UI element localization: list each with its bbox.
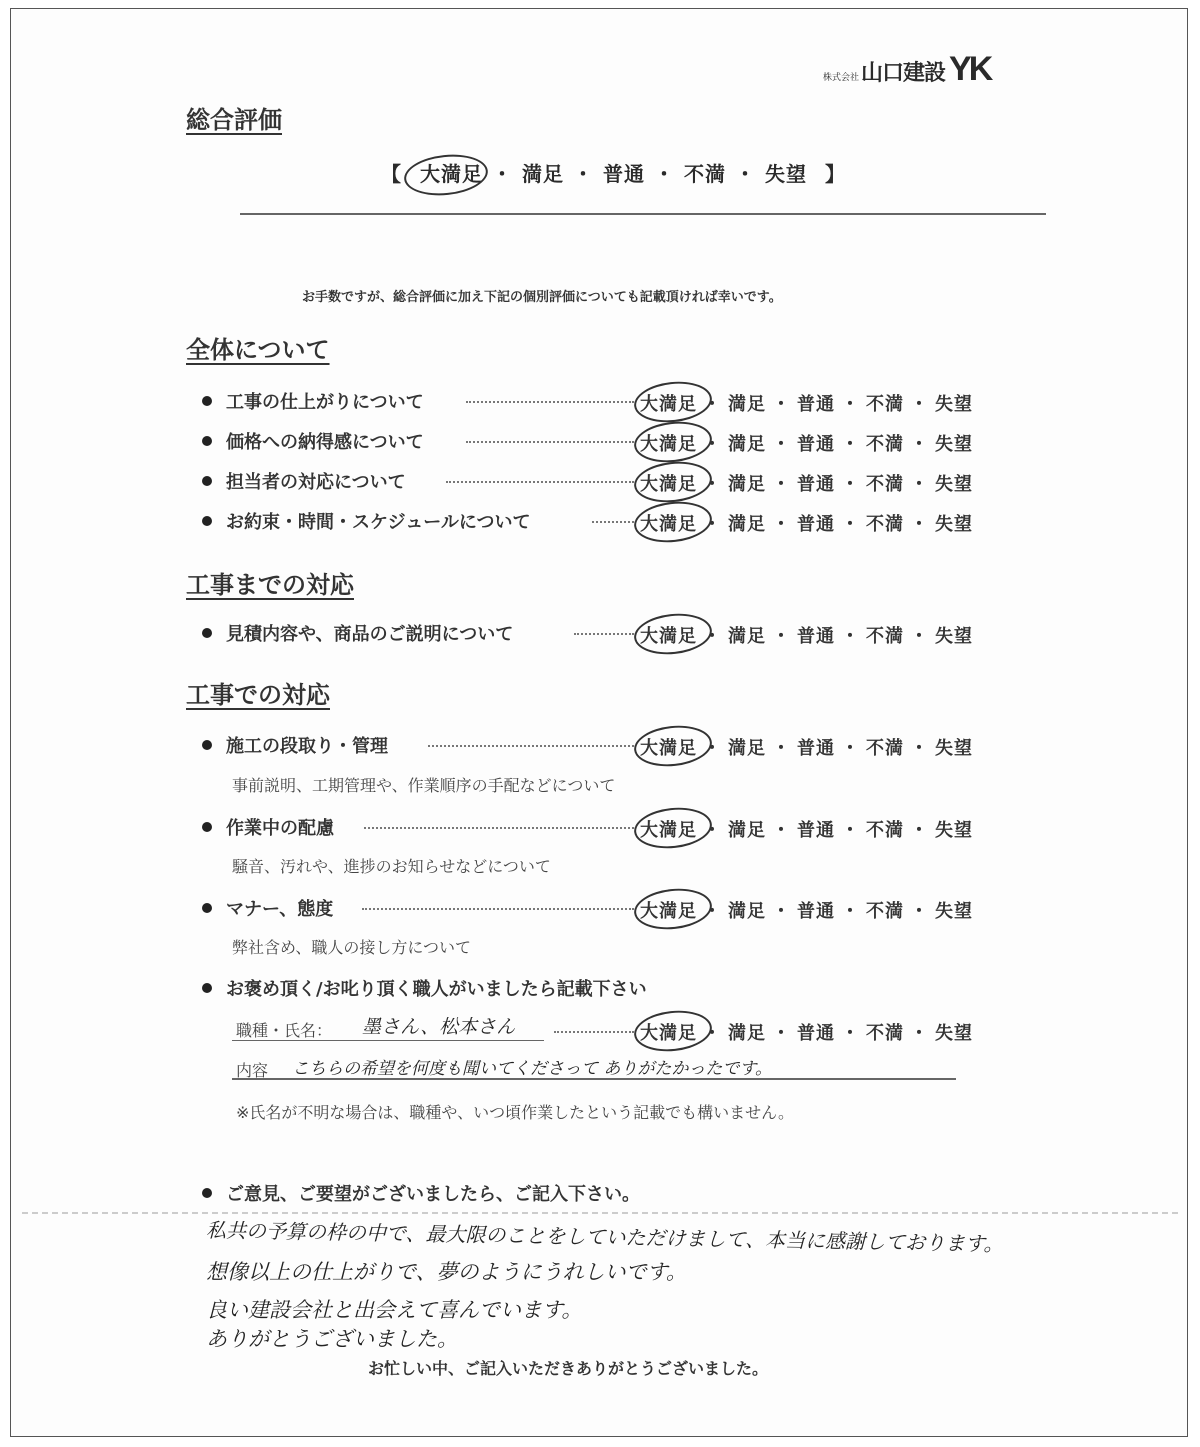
scale-option[interactable]: 満足 (728, 514, 766, 535)
bullet-icon (202, 628, 212, 638)
rating-scale: 大満足 ・ 満足 ・ 普通 ・ 不満 ・ 失望 (640, 470, 973, 496)
scale-option[interactable]: 不満 (866, 820, 904, 841)
rating-item-description: 事前説明、工期管理や、作業順序の手配などについて (232, 776, 616, 795)
scale-option[interactable]: 普通 (797, 626, 835, 647)
scale-option[interactable]: 失望 (935, 1023, 973, 1044)
rating-scale: 大満足 ・ 満足 ・ 普通 ・ 不満 ・ 失望 (640, 430, 973, 456)
overall-rating-row: 【 大満足 ・ 満足 ・ 普通 ・ 不満 ・ 失望 】 (372, 158, 855, 187)
bullet-icon (202, 983, 212, 993)
rating-item (202, 388, 424, 414)
rating-item (202, 732, 388, 758)
rating-scale: 大満足 ・ 満足 ・ 普通 ・ 不満 ・ 失望 (640, 622, 973, 648)
scale-option[interactable]: 大満足 (640, 626, 697, 647)
leader-dots (466, 441, 634, 443)
rating-item (202, 620, 513, 646)
bullet-icon (202, 436, 212, 446)
scale-option[interactable]: 失望 (935, 474, 973, 495)
bullet-icon (202, 476, 212, 486)
rating-scale: 大満足 ・ 満足 ・ 普通 ・ 不満 ・ 失望 (640, 734, 973, 760)
comments-prompt (202, 1180, 640, 1206)
comment-line: 想像以上の仕上がりで、夢のようにうれしいです。 (206, 1260, 687, 1284)
leader-dots (428, 745, 634, 747)
bullet-icon (202, 396, 212, 406)
craftsman-prompt (202, 975, 647, 1001)
scale-option[interactable]: 普通 (797, 820, 835, 841)
scale-option[interactable]: 大満足 (640, 738, 697, 759)
scale-option[interactable]: 満足 (728, 394, 766, 415)
scale-option[interactable]: 普通 (797, 434, 835, 455)
scale-option[interactable]: 満足 (728, 901, 766, 922)
craftsman-prompt-label: お褒め頂く/お叱り頂く職人がいましたら記載下さい (226, 979, 647, 1000)
leader-dots (362, 908, 634, 910)
scale-option[interactable]: 失望 (935, 434, 973, 455)
rating-item-description: 騒音、汚れや、進捗のお知らせなどについて (232, 857, 551, 876)
thanks-message: お忙しい中、ご記入いただきありがとうございました。 (368, 1359, 769, 1378)
content-underline (232, 1078, 956, 1080)
scale-option[interactable]: 大満足 (640, 474, 697, 495)
company-prefix: 株式会社 (823, 73, 860, 83)
craftsman-name-label: 職種・氏名： (236, 1021, 333, 1040)
leader-dots (592, 521, 634, 523)
scale-option[interactable]: 大満足 (640, 434, 697, 455)
leader-dots (364, 827, 634, 829)
rating-scale: 大満足 ・ 満足 ・ 普通 ・ 不満 ・ 失望 (640, 510, 973, 536)
scale-option[interactable]: 失望 (935, 394, 973, 415)
comments-prompt-label: ご意見、ご要望がございましたら、ご記入下さい。 (226, 1184, 640, 1205)
scale-option[interactable]: 不満 (866, 394, 904, 415)
scale-option[interactable]: 大満足 (640, 394, 697, 415)
overall-option[interactable]: 満足 (522, 162, 564, 186)
scale-option[interactable]: 満足 (728, 626, 766, 647)
comment-line: 私共の予算の枠の中で、最大限のことをしていただけまして、本当に感謝しております。 (205, 1218, 1004, 1256)
faint-rule (22, 1212, 1178, 1214)
leader-dots (554, 1031, 634, 1033)
open-bracket: 【 (381, 162, 402, 186)
rating-item-label: マナー、態度 (226, 899, 334, 920)
scale-option[interactable]: 大満足 (640, 820, 697, 841)
overall-option[interactable]: 失望 (765, 162, 807, 186)
scale-option[interactable]: 満足 (728, 738, 766, 759)
scale-option[interactable]: 失望 (935, 626, 973, 647)
scale-option[interactable]: 不満 (866, 514, 904, 535)
rating-item-label: 見積内容や、商品のご説明について (226, 624, 514, 645)
bullet-icon (202, 1188, 212, 1198)
comment-line: 良い建設会社と出会えて喜んでいます。 (206, 1298, 583, 1322)
scale-option[interactable]: 満足 (728, 820, 766, 841)
scale-option[interactable]: 失望 (935, 901, 973, 922)
leader-dots (574, 633, 634, 635)
bullet-icon (202, 740, 212, 750)
scale-option[interactable]: 不満 (866, 474, 904, 495)
scale-option[interactable]: 失望 (935, 738, 973, 759)
rating-item (202, 508, 531, 534)
section-heading-general: 全体について (186, 336, 330, 364)
scale-option[interactable]: 不満 (866, 434, 904, 455)
rating-item (202, 428, 424, 454)
craftsman-content-field[interactable]: こちらの希望を何度も聞いてくださって ありがたかったです。 (292, 1059, 773, 1079)
rating-scale: 大満足 ・ 満足 ・ 普通 ・ 不満 ・ 失望 (640, 897, 973, 923)
scale-option[interactable]: 普通 (797, 514, 835, 535)
close-bracket: 】 (825, 162, 846, 186)
rating-item (202, 895, 333, 921)
overall-option[interactable]: 普通 (603, 162, 645, 186)
name-underline (232, 1040, 544, 1041)
scale-option[interactable]: 大満足 (640, 514, 697, 535)
instruction-text: お手数ですが、総合評価に加え下記の個別評価についても記載頂ければ幸いです。 (302, 290, 782, 305)
craftsman-content-label: 内容 (236, 1061, 269, 1080)
rating-item-description: 弊社含め、職人の接し方について (232, 938, 472, 957)
scale-option[interactable]: 普通 (797, 1023, 835, 1044)
section-heading-before: 工事までの対応 (186, 571, 354, 599)
rating-scale: 大満足 ・ 満足 ・ 普通 ・ 不満 ・ 失望 (640, 816, 973, 842)
rating-item-label: 価格への納得感について (226, 432, 424, 453)
company-mark: YK (949, 50, 991, 88)
scale-option[interactable]: 満足 (728, 1023, 766, 1044)
overall-option[interactable]: 不満 (684, 162, 726, 186)
rating-item-label: 施工の段取り・管理 (226, 736, 388, 757)
scale-option[interactable]: 満足 (728, 434, 766, 455)
company-name: 山口建設 (861, 61, 946, 86)
rating-scale: 大満足 ・ 満足 ・ 普通 ・ 不満 ・ 失望 (640, 1019, 973, 1045)
scale-option[interactable]: 不満 (866, 1023, 904, 1044)
rating-item (202, 814, 334, 840)
scale-option[interactable]: 失望 (935, 820, 973, 841)
rating-item-label: 担当者の対応について (226, 472, 406, 493)
company-logo (823, 50, 990, 89)
rating-item-label: 工事の仕上がりについて (226, 392, 424, 413)
overall-option[interactable]: 大満足 (420, 162, 483, 186)
rating-item-label: 作業中の配慮 (226, 818, 334, 839)
bullet-icon (202, 822, 212, 832)
scale-option[interactable]: 大満足 (640, 901, 697, 922)
craftsman-name-field[interactable]: 墨さん、松本さん (362, 1016, 516, 1038)
scale-option[interactable]: 普通 (797, 738, 835, 759)
scale-option[interactable]: 満足 (728, 474, 766, 495)
overall-heading: 総合評価 (186, 106, 282, 134)
scale-option[interactable]: 普通 (797, 474, 835, 495)
bullet-icon (202, 516, 212, 526)
leader-dots (446, 481, 634, 483)
rating-item-label: お約束・時間・スケジュールについて (226, 512, 531, 533)
scale-option[interactable]: 不満 (866, 901, 904, 922)
rating-item (202, 468, 406, 494)
scale-option[interactable]: 大満足 (640, 1023, 697, 1044)
scale-option[interactable]: 普通 (797, 901, 835, 922)
section-heading-during: 工事での対応 (186, 681, 330, 709)
comment-line: ありがとうございました。 (206, 1327, 458, 1351)
craftsman-note: ※氏名が不明な場合は、職種や、いつ頃作業したという記載でも構いません。 (236, 1103, 795, 1122)
leader-dots (466, 401, 634, 403)
scale-option[interactable]: 不満 (866, 738, 904, 759)
scale-option[interactable]: 不満 (866, 626, 904, 647)
divider (240, 213, 1046, 215)
bullet-icon (202, 903, 212, 913)
scale-option[interactable]: 失望 (935, 514, 973, 535)
scale-option[interactable]: 普通 (797, 394, 835, 415)
rating-scale: 大満足 ・ 満足 ・ 普通 ・ 不満 ・ 失望 (640, 390, 973, 416)
